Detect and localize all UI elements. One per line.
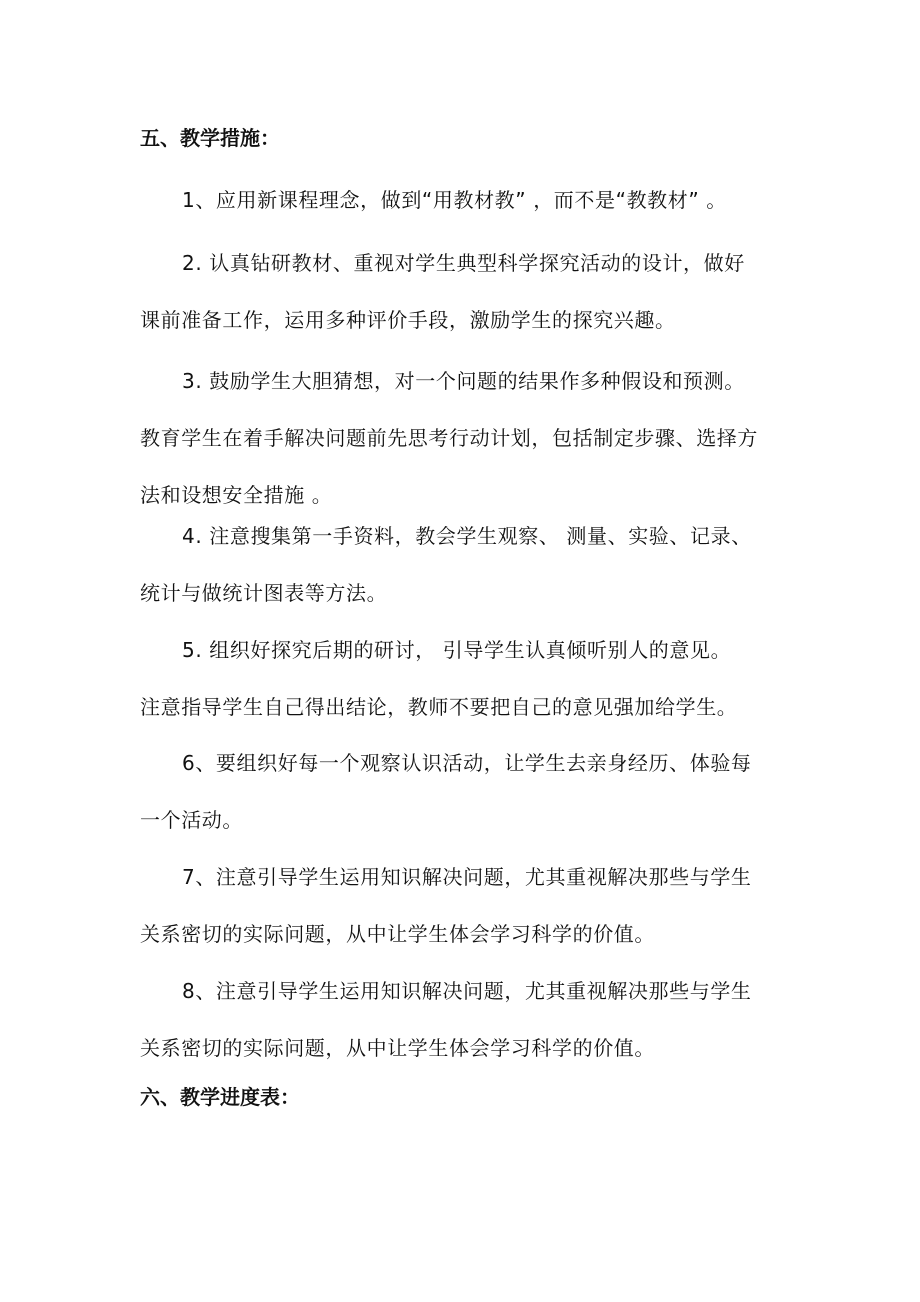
paragraph-line: 3. 鼓励学生大胆猜想，对一个问题的结果作多种假设和预测。 <box>182 369 745 393</box>
paragraph-line: 7、注意引导学生运用知识解决问题，尤其重视解决那些与学生 <box>182 865 752 889</box>
paragraph-line: 课前准备工作，运用多种评价手段，激励学生的探究兴趣。 <box>140 308 676 332</box>
measure-8-paragraph <box>140 963 800 1077</box>
paragraph-line: 一个活动。 <box>140 808 243 832</box>
measure-3-paragraph <box>140 353 800 524</box>
paragraph-line: 关系密切的实际问题，从中让学生体会学习科学的价值。 <box>140 922 655 946</box>
section-5-heading: 五、教学措施： <box>140 126 280 150</box>
measure-5-paragraph <box>140 622 800 736</box>
paragraph-line: 统计与做统计图表等方法。 <box>140 581 388 605</box>
paragraph-line: 教育学生在着手解决问题前先思考行动计划，包括制定步骤、选择方 <box>140 426 758 450</box>
paragraph-line: 5. 组织好探究后期的研讨， 引导学生认真倾听别人的意见。 <box>182 638 732 662</box>
measure-4-paragraph <box>140 508 800 622</box>
paragraph-line: 法和设想安全措施 。 <box>140 483 333 507</box>
section-6-heading: 六、教学进度表： <box>140 1085 300 1109</box>
paragraph-line: 4. 注意搜集第一手资料，教会学生观察、 测量、实验、记录、 <box>182 524 752 548</box>
paragraph-line: 8、注意引导学生运用知识解决问题，尤其重视解决那些与学生 <box>182 979 752 1003</box>
paragraph-line: 1、应用新课程理念，做到“用教材教” ，而不是“教教材” 。 <box>182 188 727 212</box>
measure-7-paragraph <box>140 849 800 963</box>
paragraph-line: 注意指导学生自己得出结论，教师不要把自己的意见强加给学生。 <box>140 695 738 719</box>
paragraph-line: 6、要组织好每一个观察认识活动，让学生去亲身经历、体验每 <box>182 751 752 775</box>
measure-2-paragraph <box>140 235 800 349</box>
paragraph-line: 关系密切的实际问题，从中让学生体会学习科学的价值。 <box>140 1036 655 1060</box>
measure-1-paragraph <box>140 172 800 229</box>
paragraph-line: 2. 认真钻研教材、重视对学生典型科学探究活动的设计，做好 <box>182 251 745 275</box>
measure-6-paragraph <box>140 735 800 849</box>
